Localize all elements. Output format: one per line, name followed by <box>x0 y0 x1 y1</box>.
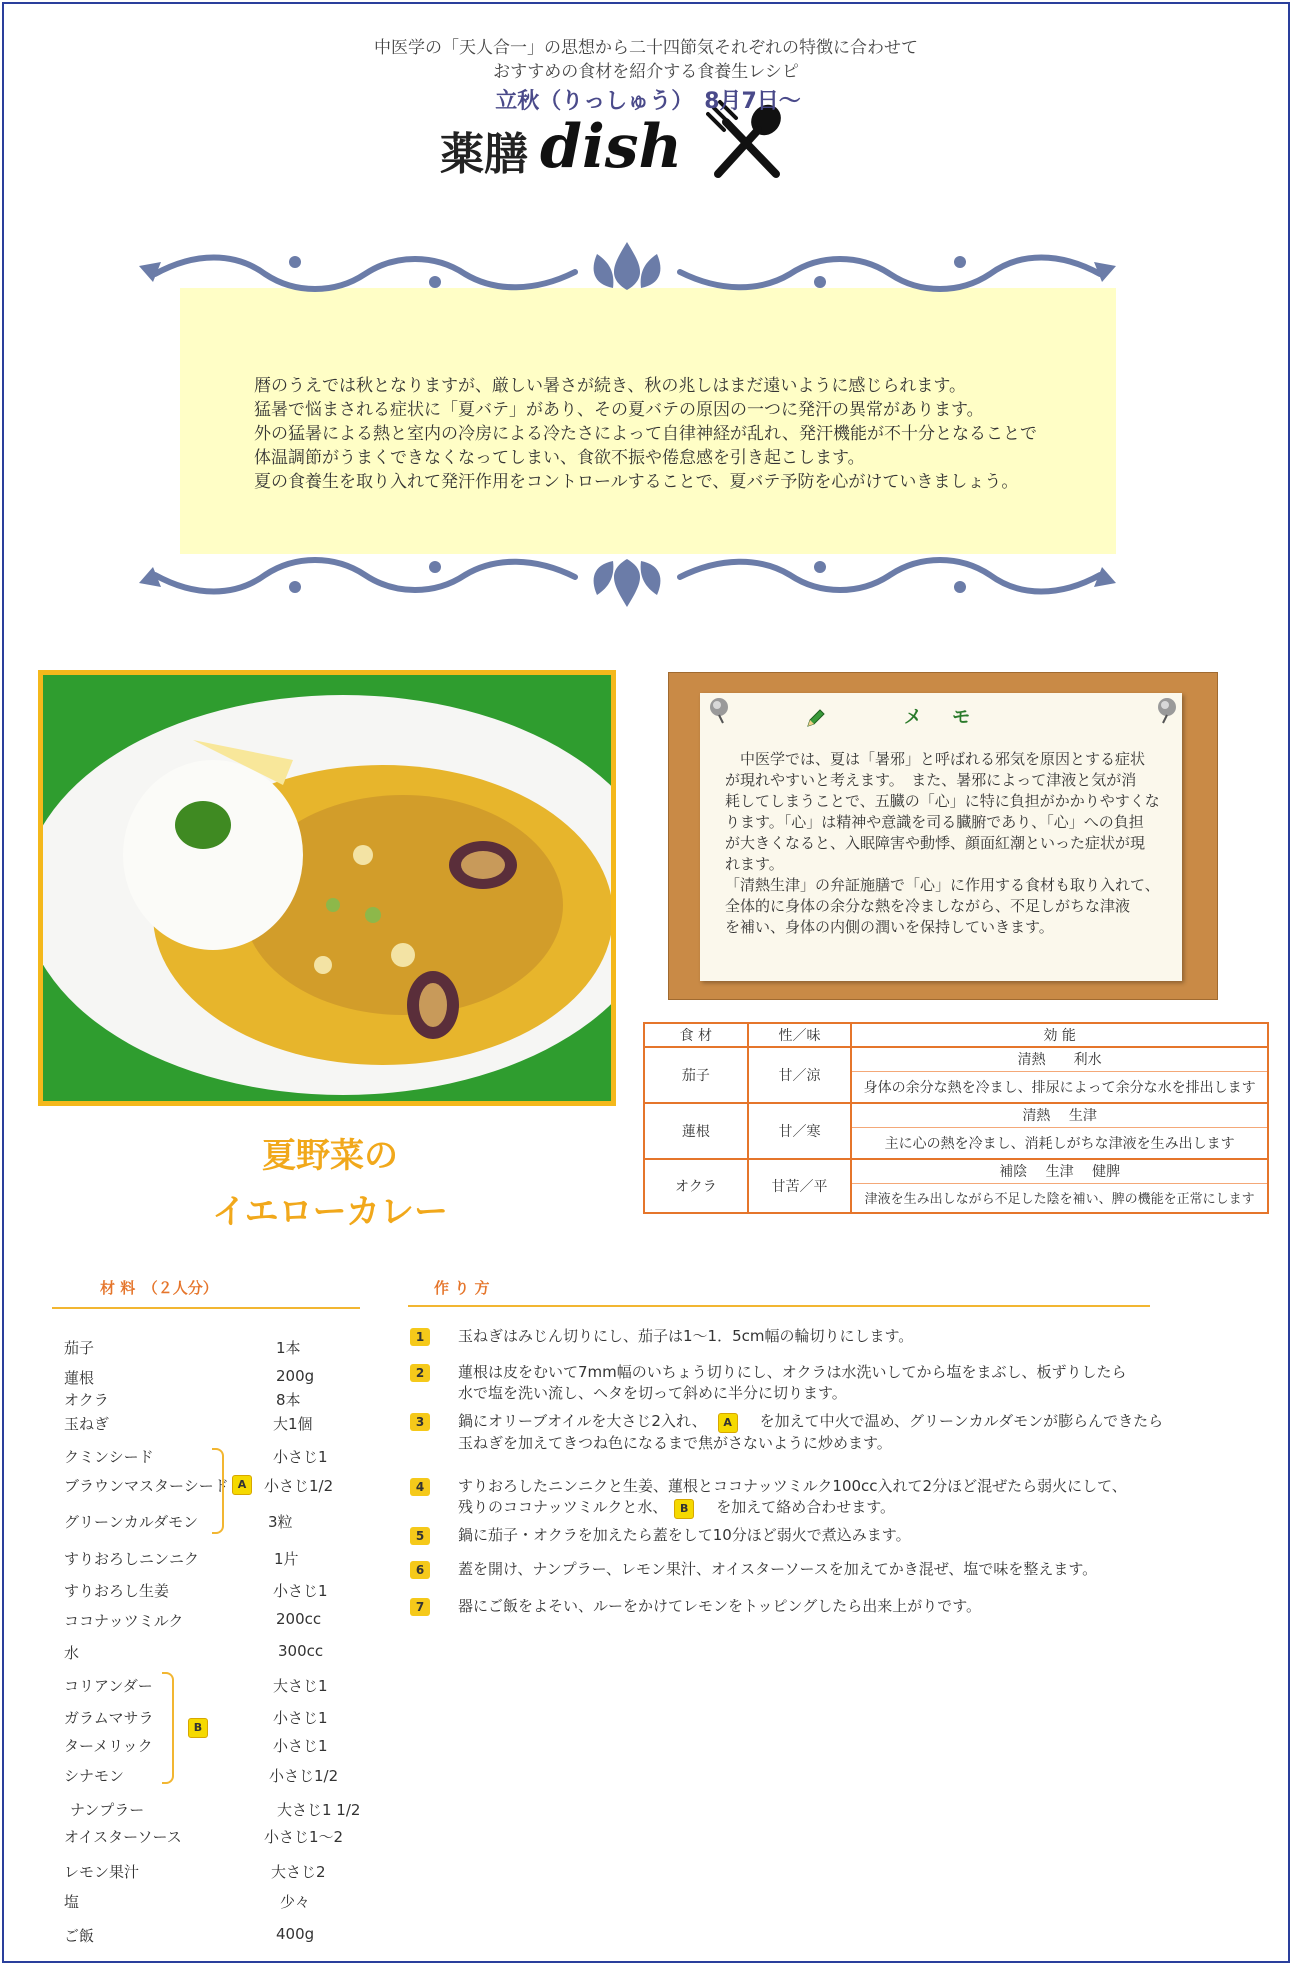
ingredient-name: 塩 <box>64 1893 80 1911</box>
step-number: 3 <box>410 1413 430 1431</box>
nature-cell: 甘／寒 <box>748 1103 852 1159</box>
ingredient-name: 水 <box>64 1644 80 1662</box>
intro-line: 中医学の「天人合一」の思想から二十四節気それぞれの特徴に合わせて <box>374 38 918 58</box>
steps-divider <box>408 1305 1150 1307</box>
table-row <box>644 1047 1268 1071</box>
memo-line: 全体的に身体の余分な熱を冷ましながら、不足しがちな津液 <box>725 897 1131 915</box>
ingredient-amount: 1本 <box>276 1339 301 1357</box>
effect-cell: 清熱 利水 <box>851 1047 1268 1071</box>
ingredients-divider <box>52 1307 360 1309</box>
step-number: 6 <box>410 1561 430 1579</box>
table-header-row <box>644 1023 1268 1047</box>
step-line: 蓋を開け、ナンプラー、レモン果汁、オイスターソースを加えてかき混ぜ、塩で味を整えます。 <box>458 1560 1098 1578</box>
group-b-brace <box>162 1672 174 1784</box>
group-a-brace <box>212 1448 224 1534</box>
ingredient-name: レモン果汁 <box>64 1863 140 1881</box>
step-number: 5 <box>410 1527 430 1545</box>
effect-desc-cell: 津液を生み出しながら不足した陰を補い、脾の機能を正常にします <box>851 1183 1268 1213</box>
ingredient-amount: 大さじ1 <box>273 1677 328 1695</box>
group-a-tag: A <box>232 1475 252 1495</box>
memo-line: を補い、身体の内側の潤いを保持していきます。 <box>725 918 1054 936</box>
table-header: 性／味 <box>748 1023 852 1047</box>
ingredient-name: ご飯 <box>64 1927 95 1945</box>
step-line: すりおろしたニンニクと生姜、蓮根とココナッツミルク100cc入れて2分ほど混ぜたら弱火にして、 <box>458 1477 1127 1495</box>
effect-desc-cell: 主に心の熱を冷まし、消耗しがちな津液を生み出します <box>851 1127 1268 1159</box>
food-cell: 蓮根 <box>644 1103 748 1159</box>
group-b-tag: B <box>188 1718 208 1738</box>
ingredient-amount: 8本 <box>276 1391 301 1409</box>
step-number: 4 <box>410 1478 430 1496</box>
step-line: 鍋にオリーブオイルを大さじ2入れ、 <box>458 1412 707 1430</box>
step-text <box>458 1326 913 1347</box>
step-text <box>458 1596 981 1617</box>
ingredient-amount: 小さじ1/2 <box>269 1767 339 1785</box>
ingredient-name: 茄子 <box>64 1339 95 1357</box>
step-line: 玉ねぎはみじん切りにし、茄子は1～1．5cm幅の輪切りにします。 <box>458 1327 914 1345</box>
ingredient-name: ターメリック <box>64 1737 153 1755</box>
ingredient-amount: 300cc <box>278 1642 324 1660</box>
memo-line: が現れやすいと考えます。 また、暑邪によって津液と気が消 <box>725 771 1137 789</box>
table-row <box>644 1159 1268 1183</box>
memo-line: が大きくなると、入眠障害や動悸、顔面紅潮といった症状が現 <box>725 834 1146 852</box>
intro-text <box>0 36 1292 84</box>
ingredient-name: 蓮根 <box>64 1369 95 1387</box>
step-line: を加えて中火で温め、グリーンカルダモンが膨らんできたら <box>759 1412 1164 1430</box>
brand-dish: dish <box>540 112 683 182</box>
season-line: 夏の食養生を取り入れて発汗作用をコントロールすることで、夏バテ予防を心がけていきましょう。 <box>254 472 1019 492</box>
ingredient-amount: 3粒 <box>268 1513 293 1531</box>
season-line: 猛暑で悩まされる症状に「夏バテ」があり、その夏バテの原因の一つに発汗の異常があります。 <box>254 400 984 420</box>
curry-image <box>43 675 611 1101</box>
season-body <box>254 374 1037 494</box>
ingredient-amount: 大さじ2 <box>271 1863 326 1881</box>
ingredient-name: ナンプラー <box>70 1801 145 1819</box>
ingredient-name: すりおろし生姜 <box>64 1582 170 1600</box>
brand-yakuzen: 薬膳 <box>440 129 528 180</box>
table-row <box>644 1103 1268 1127</box>
memo-board <box>668 672 1218 1000</box>
steps-heading: 作 り 方 <box>434 1279 490 1297</box>
ingredient-name: クミンシード <box>64 1448 154 1466</box>
ingredient-amount: 小さじ1 <box>273 1737 328 1755</box>
table-header: 効 能 <box>851 1023 1268 1047</box>
ingredient-amount: 200cc <box>276 1610 322 1628</box>
dish-title-line: 夏野菜の <box>262 1136 398 1176</box>
curry-photo <box>38 670 616 1106</box>
step-text <box>458 1411 1163 1454</box>
nature-cell: 甘／涼 <box>748 1047 852 1103</box>
ingredient-name: オイスターソース <box>64 1828 182 1846</box>
effect-cell: 清熱 生津 <box>851 1103 1268 1127</box>
food-cell: 茄子 <box>644 1047 748 1103</box>
ingredient-amount: 小さじ1 <box>273 1582 328 1600</box>
step-number: 7 <box>410 1598 430 1616</box>
ingredient-name: シナモン <box>64 1767 125 1785</box>
dish-title <box>180 1128 480 1240</box>
ingredient-amount: 小さじ1 <box>273 1709 328 1727</box>
season-line: 体温調節がうまくできなくなってしまい、食欲不振や倦怠感を引き起こします。 <box>254 448 865 468</box>
ingredient-name: 玉ねぎ <box>64 1415 110 1433</box>
step-line: 器にご飯をよそい、ルーをかけてレモンをトッピングしたら出来上がりです。 <box>458 1597 982 1615</box>
memo-line: 「清熱生津」の弁証施膳で「心」に作用する食材も取り入れて、 <box>725 876 1160 894</box>
memo-body <box>725 749 1165 938</box>
step-text <box>458 1476 1127 1519</box>
dish-title-line: イエローカレー <box>212 1192 448 1232</box>
effect-desc-cell: 身体の余分な熱を冷まし、排尿によって余分な水を排出します <box>851 1071 1268 1103</box>
step-number: 2 <box>410 1364 430 1382</box>
nature-cell: 甘苦／平 <box>748 1159 852 1213</box>
ingredient-amount: 小さじ1/2 <box>264 1477 334 1495</box>
step-line: 残りのココナッツミルクと水、 <box>458 1498 668 1516</box>
memo-line: 中医学では、夏は「暑邪」と呼ばれる邪気を原因とする症状 <box>725 750 1146 768</box>
memo-line: ります。「心」は精神や意識を司る臓腑であり、「心」への負担 <box>725 813 1144 831</box>
ingredient-name: すりおろしニンニク <box>64 1550 200 1568</box>
ingredient-amount: 400g <box>276 1925 315 1943</box>
step-line: 水で塩を洗い流し、ヘタを切って斜めに半分に切ります。 <box>458 1384 847 1402</box>
step-line: を加えて絡め合わせます。 <box>716 1498 895 1516</box>
ingredients-heading: 材 料 （２人分） <box>100 1279 218 1297</box>
ingredient-name: グリーンカルダモン <box>64 1513 199 1531</box>
season-line: 暦のうえでは秋となりますが、厳しい暑さが続き、秋の兆しはまだ遠いように感じられます。 <box>254 376 966 396</box>
ingredient-amount: 小さじ1～2 <box>264 1828 344 1846</box>
step-line: 玉ねぎを加えてきつね色になるまで焦がさないように炒めます。 <box>458 1434 892 1452</box>
step-text <box>458 1559 1097 1580</box>
ingredient-name: オクラ <box>64 1391 109 1409</box>
group-a-tag: A <box>718 1413 738 1433</box>
ingredient-amount: 小さじ1 <box>273 1448 328 1466</box>
step-line: 蓮根は皮をむいて7mm幅のいちょう切りにし、オクラは水洗いしてから塩をまぶし、板ずりしたら <box>458 1363 1127 1381</box>
group-b-tag: B <box>674 1499 694 1519</box>
step-number: 1 <box>410 1328 430 1346</box>
ingredient-amount: 大1個 <box>273 1415 313 1433</box>
ingredient-name: ガラムマサラ <box>64 1709 154 1727</box>
ingredient-amount: 少々 <box>280 1893 311 1911</box>
season-title: 立秋（りっしゅう） 8月7日～ <box>495 89 801 114</box>
step-line: 鍋に茄子・オクラを加えたら蓋をして10分ほど弱火で煮込みます。 <box>458 1526 911 1544</box>
memo-line: れます。 <box>725 855 784 873</box>
effect-cell: 補陰 生津 健脾 <box>851 1159 1268 1183</box>
effects-table <box>643 1022 1269 1214</box>
table-header: 食 材 <box>644 1023 748 1047</box>
ingredient-name: コリアンダー <box>64 1677 153 1695</box>
season-line: 外の猛暑による熱と室内の冷房による冷たさによって自律神経が乱れ、発汗機能が不十分となることで <box>254 424 1038 444</box>
ornament-bottom <box>135 547 1120 617</box>
memo-line: 耗してしまうことで、五臓の「心」に特に負担がかかりやすくな <box>725 792 1160 810</box>
step-text <box>458 1525 911 1546</box>
food-cell: オクラ <box>644 1159 748 1213</box>
ingredient-name: ブラウンマスターシード <box>64 1477 229 1495</box>
ingredient-name: ココナッツミルク <box>64 1612 184 1630</box>
step-text <box>458 1362 1126 1404</box>
memo-title: メ モ <box>903 707 983 728</box>
ingredient-amount: 大さじ1 1/2 <box>277 1801 361 1819</box>
intro-line: おすすめの食材を紹介する食養生レシピ <box>493 62 799 82</box>
ingredient-amount: 1片 <box>274 1550 299 1568</box>
ornament-top <box>135 232 1120 302</box>
ingredient-amount: 200g <box>276 1367 315 1385</box>
